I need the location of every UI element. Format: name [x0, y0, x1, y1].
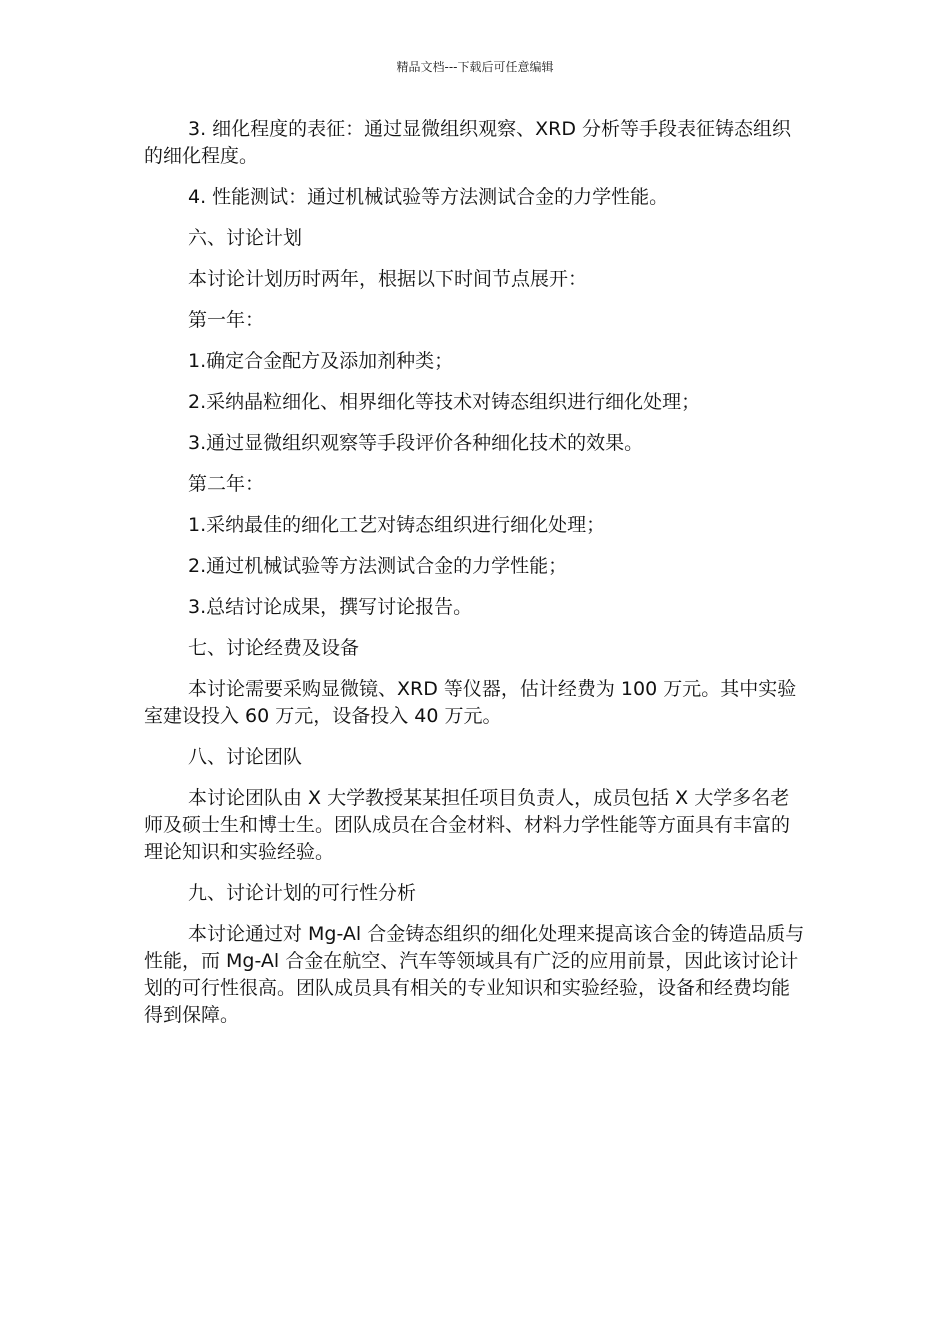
document-body — [144, 116, 806, 1043]
list-item-year1-2: 2.采纳晶粒细化、相界细化等技术对铸态组织进行细化处理； — [188, 391, 701, 413]
page-header: 精品文档---下载后可任意编辑 — [396, 60, 554, 74]
paragraph-team: 本讨论团队由 X 大学教授某某担任项目负责人，成员包括 X 大学多名老师及硕士生和博士生。团队成员在合金材料、材料力学性能等方面具有丰富的理论知识和实验经验。 — [144, 787, 791, 863]
heading-team: 八、讨论团队 — [188, 746, 303, 768]
list-item-year1-3: 3.通过显微组织观察等手段评价各种细化技术的效果。 — [188, 432, 644, 454]
list-item-year2-2: 2.通过机械试验等方法测试合金的力学性能； — [188, 555, 568, 577]
paragraph-performance-test: 4. 性能测试：通过机械试验等方法测试合金的力学性能。 — [188, 186, 669, 208]
label-year-one: 第一年： — [188, 309, 265, 331]
list-item-year2-3: 3.总结讨论成果，撰写讨论报告。 — [188, 596, 473, 618]
paragraph-feasibility: 本讨论通过对 Mg-Al 合金铸态组织的细化处理来提高该合金的铸造品质与性能，而 Mg-Al 合金在航空、汽车等领域具有广泛的应用前景，因此该讨论计划的可行性很高。团队成员具有相关的专业知识和实验经验，设备和经费均能得到保障。 — [144, 923, 805, 1026]
paragraph-characterization: 3. 细化程度的表征：通过显微组织观察、XRD 分析等手段表征铸态组织的细化程度。 — [144, 118, 792, 167]
label-year-two: 第二年： — [188, 473, 265, 495]
paragraph-funding: 本讨论需要采购显微镜、XRD 等仪器，估计经费为 100 万元。其中实验室建设投入 60 万元，设备投入 40 万元。 — [144, 678, 797, 727]
list-item-year2-1: 1.采纳最佳的细化工艺对铸态组织进行细化处理； — [188, 514, 606, 536]
list-item-year1-1: 1.确定合金配方及添加剂种类； — [188, 350, 454, 372]
heading-funding-equipment: 七、讨论经费及设备 — [188, 637, 360, 659]
heading-research-plan: 六、讨论计划 — [188, 227, 303, 249]
heading-feasibility: 九、讨论计划的可行性分析 — [188, 882, 417, 904]
paragraph-plan-intro: 本讨论计划历时两年，根据以下时间节点展开： — [188, 268, 588, 290]
